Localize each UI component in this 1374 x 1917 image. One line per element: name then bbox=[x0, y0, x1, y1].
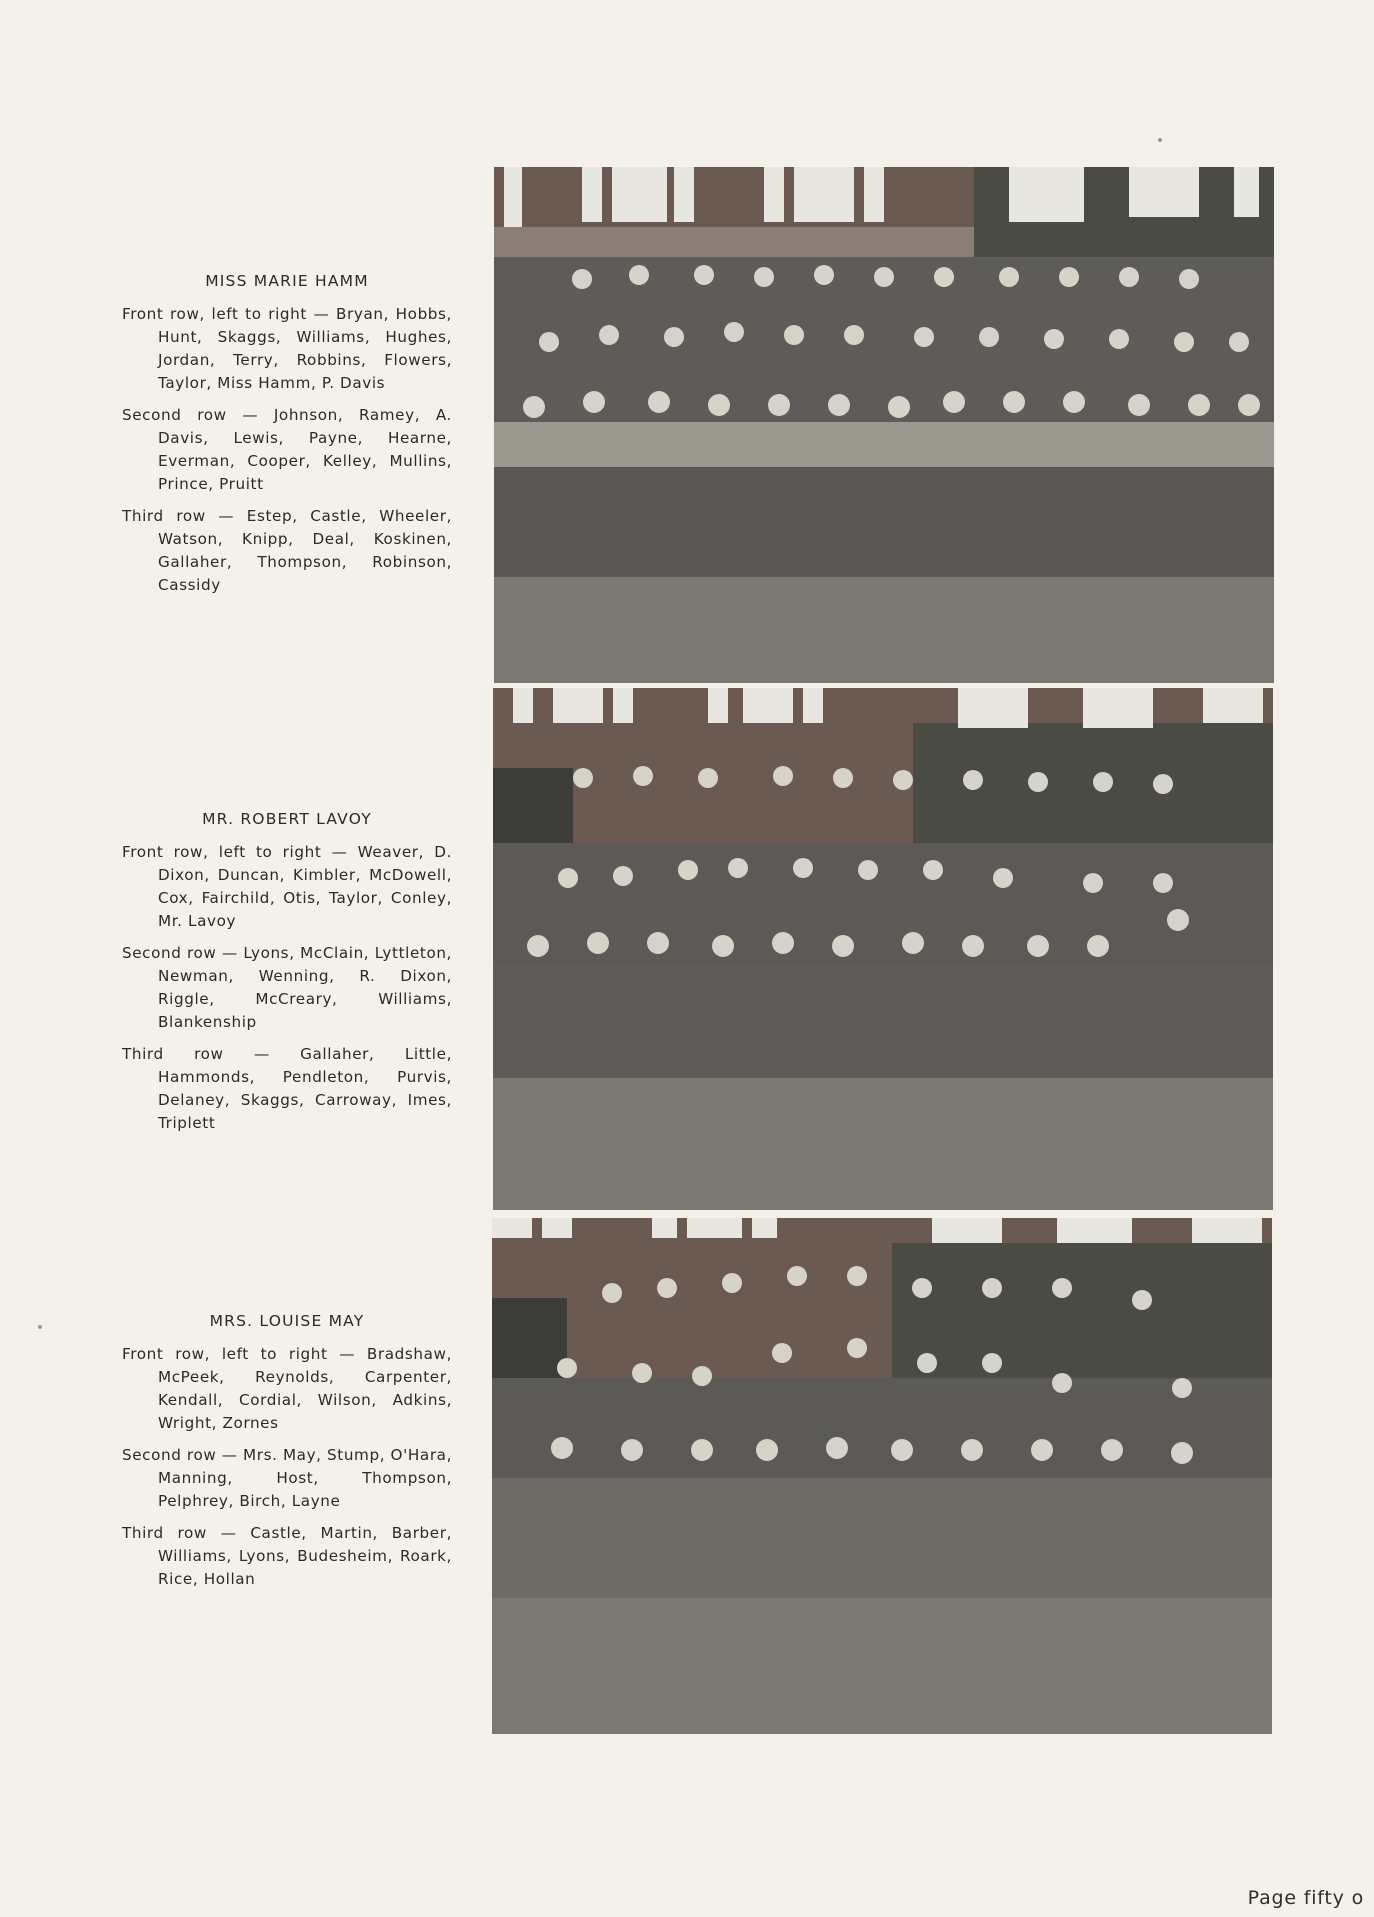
second-row-names: Second row — Lyons, McClain, Lyttleton, Newman, Wenning, R. Dixon, Riggle, McCreary, Williams, Blankenship bbox=[122, 944, 452, 1031]
second-row-names: Second row — Mrs. May, Stump, O'Hara, Manning, Host, Thompson, Pelphrey, Birch, Layne bbox=[122, 1446, 452, 1510]
second-row-names: Second row — Johnson, Ramey, A. Davis, Lewis, Payne, Hearne, Everman, Cooper, Kelley, Mullins, Prince, Pruitt bbox=[122, 406, 452, 493]
class-photo-1 bbox=[494, 167, 1274, 683]
teacher-name: MRS. LOUISE MAY bbox=[209, 1312, 365, 1330]
caption-group-1 bbox=[122, 270, 452, 606]
caption-group-3 bbox=[122, 1310, 452, 1600]
teacher-name: MISS MARIE HAMM bbox=[205, 272, 369, 290]
class-photo-3 bbox=[492, 1218, 1272, 1734]
class-photo-illustration bbox=[492, 1218, 1272, 1734]
paper-speck bbox=[1158, 138, 1162, 142]
class-photo-illustration bbox=[493, 688, 1273, 1210]
page-number: Page fifty o bbox=[1247, 1887, 1364, 1909]
third-row-names: Third row — Gallaher, Little, Hammonds, Pendleton, Purvis, Delaney, Skaggs, Carroway, Imes, Triplett bbox=[122, 1045, 452, 1132]
third-row-names: Third row — Castle, Martin, Barber, Williams, Lyons, Budesheim, Roark, Rice, Hollan bbox=[122, 1524, 452, 1588]
paper-speck bbox=[38, 1325, 42, 1329]
teacher-name: MR. ROBERT LAVOY bbox=[202, 810, 372, 828]
caption-group-2 bbox=[122, 808, 452, 1144]
class-photo-2 bbox=[493, 688, 1273, 1210]
front-row-names: Front row, left to right — Bryan, Hobbs, Hunt, Skaggs, Williams, Hughes, Jordan, Terry, Robbins, Flowers, Taylor, Miss Hamm, P. Davis bbox=[122, 305, 452, 392]
third-row-names: Third row — Estep, Castle, Wheeler, Watson, Knipp, Deal, Koskinen, Gallaher, Thompson, Robinson, Cassidy bbox=[122, 507, 452, 594]
front-row-names: Front row, left to right — Weaver, D. Dixon, Duncan, Kimbler, McDowell, Cox, Fairchild, Otis, Taylor, Conley, Mr. Lavoy bbox=[122, 843, 452, 930]
class-photo-illustration bbox=[494, 167, 1274, 683]
front-row-names: Front row, left to right — Bradshaw, McPeek, Reynolds, Carpenter, Kendall, Cordial, Wilson, Adkins, Wright, Zornes bbox=[122, 1345, 452, 1432]
